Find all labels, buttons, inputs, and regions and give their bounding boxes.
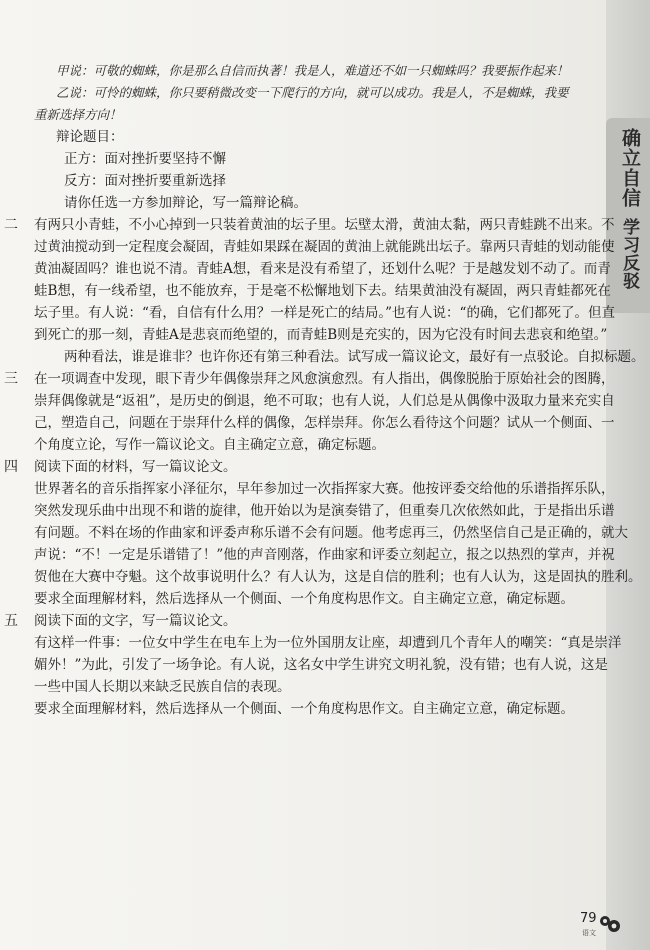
debate-jia-line: 甲说：可敬的蜘蛛，你是那么自信而执著！我是人，难道还不如一只蜘蛛吗？我要振作起来！ [56, 63, 569, 78]
section-5-number: 五 [4, 613, 18, 629]
section-3-line: 崇拜偶像就是“返祖”，是历史的倒退，绝不可取；也有人说，人们总是从偶像中汲取力量来充实自 [34, 393, 615, 409]
debate-yi-line-1: 乙说：可怜的蜘蛛，你只要稍微改变一下爬行的方向，就可以成功。我是人，不是蜘蛛，我要 [56, 85, 569, 100]
section-5-line: 一些中国人长期以来缺乏民族自信的表现。 [34, 679, 291, 695]
section-4-line: 阅读下面的材料，写一篇议论文。 [34, 459, 237, 475]
section-4-line: 声说：“不！一定是乐谱错了！”他的声音刚落，作曲家和评委立刻起立，报之以热烈的掌声，并祝 [34, 547, 615, 563]
debate-yi-line-2: 重新选择方向！ [34, 107, 122, 122]
section-2-line: 过黄油搅动到一定程度会凝固，青蛙如果踩在凝固的黄油上就能跳出坛子。靠两只青蛙的划动能使 [34, 239, 615, 255]
section-3-line: 己，塑造自己，问题在于崇拜什么样的偶像，怎样崇拜。你怎么看待这个问题？试从一个侧面、一 [34, 415, 615, 431]
section-5-line: 媚外！”为此，引发了一场争论。有人说，这名女中学生讲究文明礼貌，没有错；也有人说，这是 [34, 657, 608, 673]
debate-fanfang: 反方：面对挫折要重新选择 [64, 173, 226, 189]
section-2-line: 黄油凝固吗？谁也说不清。青蛙A想，看来是没有希望了，还划什么呢？于是越发划不动了。而青 [34, 261, 611, 277]
section-3-line: 在一项调查中发现，眼下青少年偶像崇拜之风愈演愈烈。有人指出，偶像脱胎于原始社会的图腾， [34, 371, 615, 387]
debate-zhengfang: 正方：面对挫折要坚持不懈 [64, 151, 226, 167]
section-5-line: 阅读下面的文字，写一篇议论文。 [34, 613, 237, 629]
section-2-number: 二 [4, 217, 18, 233]
section-3-number: 三 [4, 371, 18, 387]
page-subject: 语文 [582, 929, 596, 937]
section-5-line: 要求全面理解材料，然后选择从一个侧面、一个角度构思作文。自主确定立意，确定标题。 [34, 701, 574, 717]
section-4-line: 世界著名的音乐指挥家小泽征尔，早年参加过一次指挥家大赛。他按评委交给他的乐谱指挥乐队， [34, 481, 615, 497]
section-4-line: 有问题。不料在场的作曲家和评委声称乐谱不会有问题。他考虑再三，仍然坚信自己是正确的，就大 [34, 525, 628, 541]
chapter-side-tab [606, 0, 650, 950]
section-2-line: 两种看法，谁是谁非？也许你还有第三种看法。试写成一篇议论文，最好有一点驳论。自拟标题。 [64, 349, 645, 365]
chapter-subtitle: 学习反驳 [619, 218, 639, 290]
section-3-line: 个角度立论，写作一篇议论文。自主确定立意，确定标题。 [34, 437, 385, 453]
section-2-line: 坛子里。有人说：“看，自信有什么用？一样是死亡的结局。”也有人说：“的确，它们都死了。但直 [34, 305, 615, 321]
section-4-line: 贺他在大赛中夺魁。这个故事说明什么？有人认为，这是自信的胜利；也有人认为，这是固执的胜利。 [34, 569, 642, 585]
section-2-line: 蛙B想，有一线希望，也不能放弃，于是毫不松懈地划下去。结果黄油没有凝固，两只青蛙都死在 [34, 283, 611, 299]
section-5-line: 有这样一件事：一位女中学生在电车上为一位外国朋友让座，却遭到几个青年人的嘲笑：“真是崇洋 [34, 635, 622, 651]
section-4-line: 突然发现乐曲中出现不和谐的旋律，他开始以为是演奏错了，但重奏几次依然如此，于是指出乐谱 [34, 503, 615, 519]
section-2-line: 到死亡的那一刻，青蛙A是悲哀而绝望的，而青蛙B则是充实的，因为它没有时间去悲哀和绝望。” [34, 327, 608, 343]
debate-instruction: 请你任选一方参加辩论，写一篇辩论稿。 [64, 195, 307, 211]
debate-topic-label: 辩论题目： [56, 129, 124, 145]
section-2-line: 有两只小青蛙，不小心掉到一只装着黄油的坛子里。坛壁太滑，黄油太黏，两只青蛙跳不出来。不 [34, 217, 615, 233]
section-4-number: 四 [4, 459, 18, 475]
book-logo-icon [598, 912, 622, 936]
page-number: 79 [580, 911, 597, 926]
chapter-title: 确立自信 [619, 128, 641, 208]
section-4-line: 要求全面理解材料，然后选择从一个侧面、一个角度构思作文。自主确定立意，确定标题。 [34, 591, 574, 607]
